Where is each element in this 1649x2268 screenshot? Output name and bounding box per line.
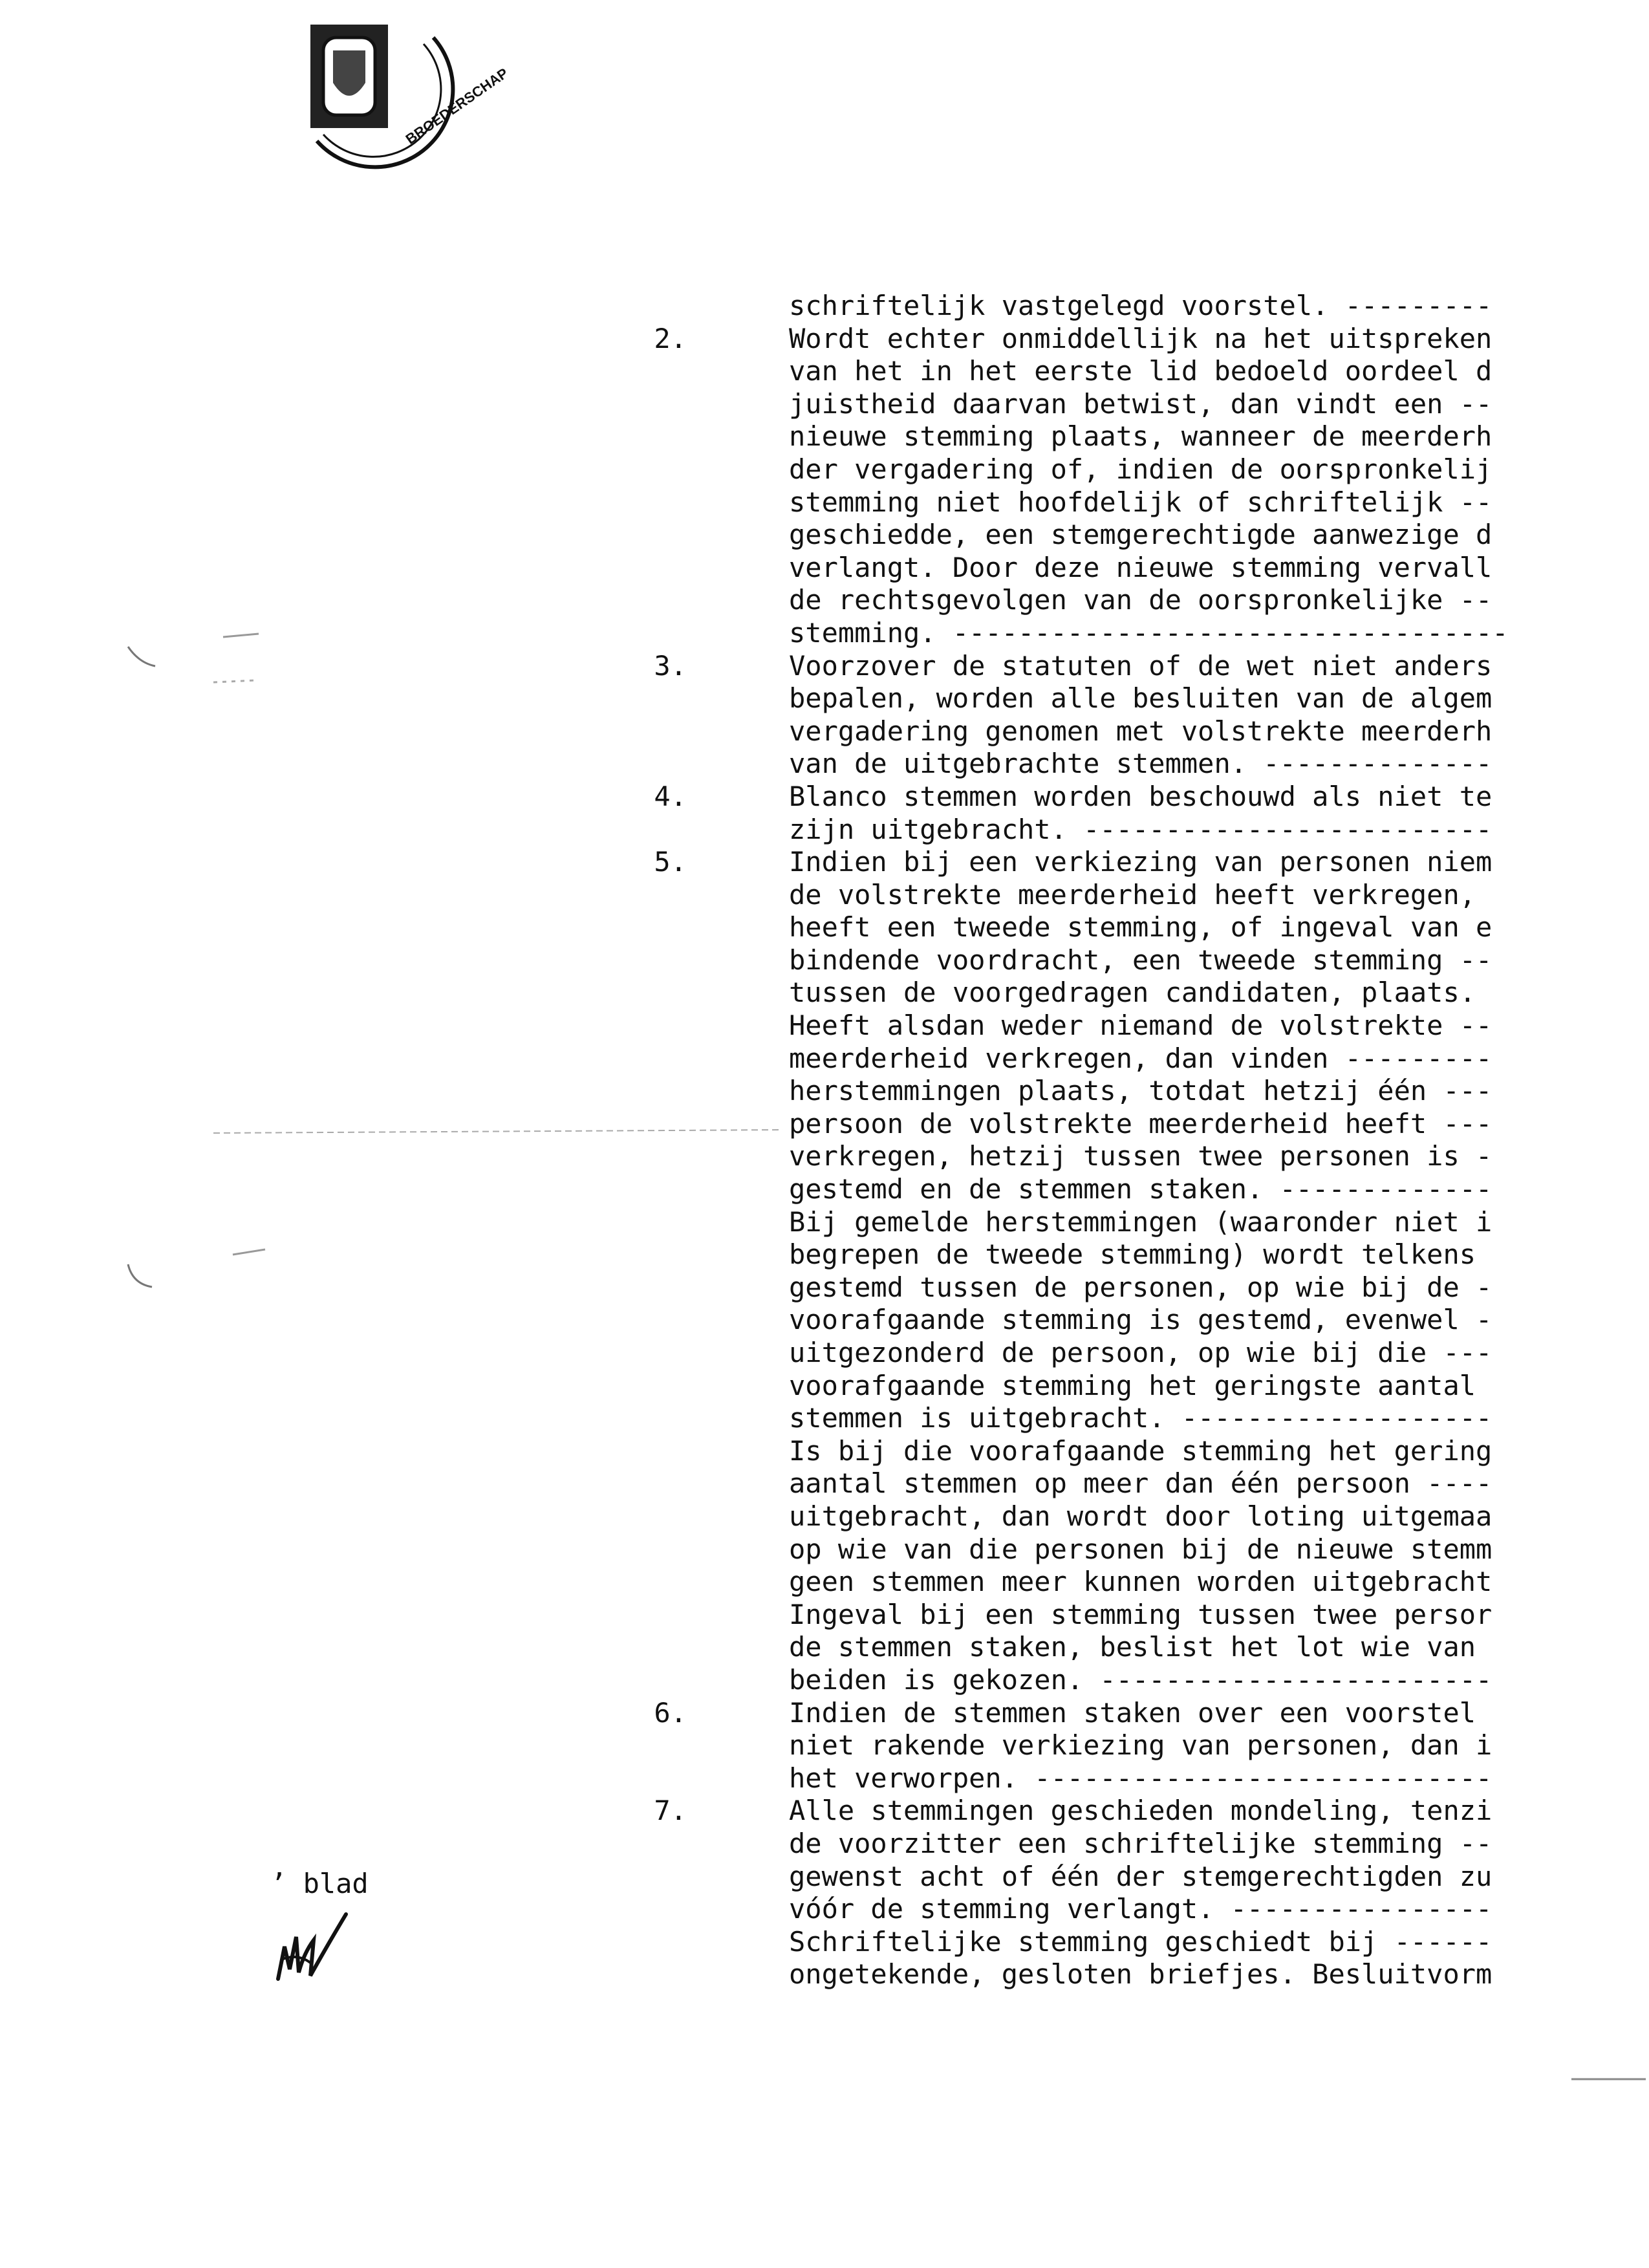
deed-body-text <box>654 290 1649 1991</box>
line-text: stemmen is uitgebracht. ------------------- <box>789 1402 1493 1434</box>
line-text: uitgezonderd de persoon, op wie bij die --- <box>789 1337 1493 1368</box>
text-line <box>698 1238 1649 1271</box>
clause-number: 2. <box>654 322 687 354</box>
line-text: van het in het eerste lid bedoeld oordeel d <box>789 355 1493 387</box>
text-line <box>698 1435 1649 1468</box>
text-line <box>698 519 1649 552</box>
line-text: herstemmingen plaats, totdat hetzij één --- <box>789 1075 1493 1107</box>
text-line <box>654 846 1649 879</box>
line-text: zijn uitgebracht. ------------------------- <box>789 813 1493 845</box>
line-text: persoon de volstrekte meerderheid heeft --- <box>789 1107 1493 1139</box>
text-line <box>698 1500 1649 1533</box>
line-text: het verworpen. ---------------------------- <box>789 1762 1493 1794</box>
line-text: bepalen, worden alle besluiten van de algem <box>789 682 1493 715</box>
line-text: vóór de stemming verlangt. ---------------- <box>789 1893 1493 1925</box>
text-line <box>698 1304 1649 1337</box>
text-line <box>698 1729 1649 1762</box>
text-line <box>698 1010 1649 1042</box>
text-line <box>654 649 1649 683</box>
line-text: schriftelijk vastgelegd voorstel. --------- <box>789 290 1493 321</box>
line-text: Indien bij een verkiezing van personen niem <box>789 846 1493 878</box>
text-line <box>698 1402 1649 1435</box>
text-line <box>654 1696 1649 1730</box>
line-text: geschiedde, een stemgerechtigde aanwezige d <box>789 519 1493 551</box>
line-text: Heeft alsdan weder niemand de volstrekte -- <box>789 1010 1493 1042</box>
line-text: heeft een tweede stemming, of ingeval van e <box>789 911 1493 944</box>
text-line <box>698 1631 1649 1664</box>
text-line <box>698 420 1649 453</box>
page-margin-note: ’ blad <box>270 1868 369 1899</box>
text-line <box>698 682 1649 715</box>
text-line <box>698 1958 1649 1991</box>
text-line <box>698 290 1649 323</box>
line-text: Bij gemelde herstemmingen (waaronder niet i <box>789 1205 1493 1238</box>
text-line <box>698 617 1649 650</box>
text-line <box>698 1206 1649 1239</box>
text-line <box>698 1828 1649 1861</box>
line-text: juistheid daarvan betwist, dan vindt een -- <box>789 387 1493 420</box>
text-line <box>698 944 1649 977</box>
line-text: der vergadering of, indien de oorspronkelij <box>789 453 1493 485</box>
line-text: vergadering genomen met volstrekte meerderh <box>789 715 1493 747</box>
text-line <box>698 1467 1649 1500</box>
text-line <box>698 1533 1649 1566</box>
line-text: tussen de voorgedragen candidaten, plaats. <box>789 977 1476 1009</box>
text-line <box>698 1370 1649 1403</box>
text-line <box>698 355 1649 388</box>
line-text: gestemd tussen de personen, op wie bij de - <box>789 1271 1493 1303</box>
line-text: stemming. ---------------------------------- <box>789 616 1509 649</box>
text-line <box>698 1271 1649 1304</box>
line-text: Voorzover de statuten of de wet niet anders <box>789 649 1493 682</box>
text-line <box>698 1075 1649 1108</box>
text-line <box>654 780 1649 814</box>
line-text: gestemd en de stemmen staken. ------------- <box>789 1173 1493 1205</box>
text-line <box>698 879 1649 912</box>
text-line <box>654 322 1649 356</box>
svg-text:BROEDERSCHAP: BROEDERSCHAP <box>402 65 512 147</box>
line-text: aantal stemmen op meer dan één persoon ---- <box>789 1467 1493 1500</box>
line-text: Is bij die voorafgaande stemming het gering <box>789 1434 1493 1467</box>
line-text: verkregen, hetzij tussen twee personen is - <box>789 1140 1493 1172</box>
line-text: Schriftelijke stemming geschiedt bij ------ <box>789 1925 1493 1958</box>
text-line <box>698 1140 1649 1173</box>
text-line <box>698 814 1649 847</box>
text-line <box>698 977 1649 1010</box>
text-line <box>698 1861 1649 1894</box>
text-line <box>698 1762 1649 1795</box>
line-text: op wie van die personen bij de nieuwe stemm <box>789 1533 1493 1565</box>
text-line <box>698 584 1649 617</box>
text-line <box>698 1108 1649 1141</box>
clause-number: 4. <box>654 780 687 812</box>
line-text: verlangt. Door deze nieuwe stemming vervall <box>789 551 1493 583</box>
text-line <box>698 748 1649 781</box>
text-line <box>698 1042 1649 1075</box>
text-line <box>654 1795 1649 1828</box>
line-text: van de uitgebrachte stemmen. -------------- <box>789 748 1493 780</box>
line-text: Ingeval bij een stemming tussen twee persor <box>789 1598 1493 1630</box>
text-line <box>698 1893 1649 1926</box>
broederschap-stamp <box>304 12 512 164</box>
line-text: Indien de stemmen staken over een voorstel <box>789 1696 1476 1729</box>
text-line <box>698 1337 1649 1370</box>
text-line <box>698 1173 1649 1206</box>
text-line <box>698 715 1649 748</box>
line-text: gewenst acht of één der stemgerechtigden zu <box>789 1860 1493 1892</box>
line-text: de voorzitter een schriftelijke stemming -- <box>789 1827 1493 1859</box>
line-text: bindende voordracht, een tweede stemming -- <box>789 944 1493 976</box>
text-line <box>698 388 1649 421</box>
text-line <box>698 1664 1649 1697</box>
line-text: ongetekende, gesloten briefjes. Besluitvorm <box>789 1958 1493 1991</box>
clause-number: 7. <box>654 1795 687 1827</box>
line-text: geen stemmen meer kunnen worden uitgebracht <box>789 1566 1493 1598</box>
line-text: uitgebracht, dan wordt door loting uitgemaa <box>789 1500 1493 1532</box>
line-text: begrepen de tweede stemming) wordt telkens <box>789 1238 1476 1271</box>
line-text: Alle stemmingen geschieden mondeling, tenzi <box>789 1795 1493 1827</box>
line-text: stemming niet hoofdelijk of schriftelijk -- <box>789 486 1493 518</box>
text-line <box>698 486 1649 519</box>
line-text: nieuwe stemming plaats, wanneer de meerderh <box>789 420 1493 453</box>
line-text: de volstrekte meerderheid heeft verkregen, <box>789 878 1476 911</box>
initials-signature <box>265 1908 356 1998</box>
text-line <box>698 1599 1649 1632</box>
line-text: de stemmen staken, beslist het lot wie van <box>789 1631 1476 1663</box>
line-text: Wordt echter onmiddellijk na het uitspreken <box>789 322 1493 354</box>
clause-number: 3. <box>654 649 687 682</box>
text-line <box>698 1926 1649 1959</box>
line-text: niet rakende verkiezing van personen, dan i <box>789 1729 1493 1762</box>
line-text: meerderheid verkregen, dan vinden --------- <box>789 1042 1493 1074</box>
line-text: de rechtsgevolgen van de oorspronkelijke -- <box>789 584 1493 616</box>
text-line <box>698 1566 1649 1599</box>
line-text: voorafgaande stemming is gestemd, evenwel - <box>789 1304 1493 1336</box>
text-line <box>698 453 1649 486</box>
line-text: voorafgaande stemming het geringste aantal <box>789 1369 1476 1401</box>
text-line <box>698 552 1649 585</box>
line-text: beiden is gekozen. ------------------------ <box>789 1663 1493 1696</box>
line-text: Blanco stemmen worden beschouwd als niet te <box>789 780 1493 812</box>
clause-number: 5. <box>654 846 687 878</box>
text-line <box>698 911 1649 944</box>
clause-number: 6. <box>654 1696 687 1729</box>
